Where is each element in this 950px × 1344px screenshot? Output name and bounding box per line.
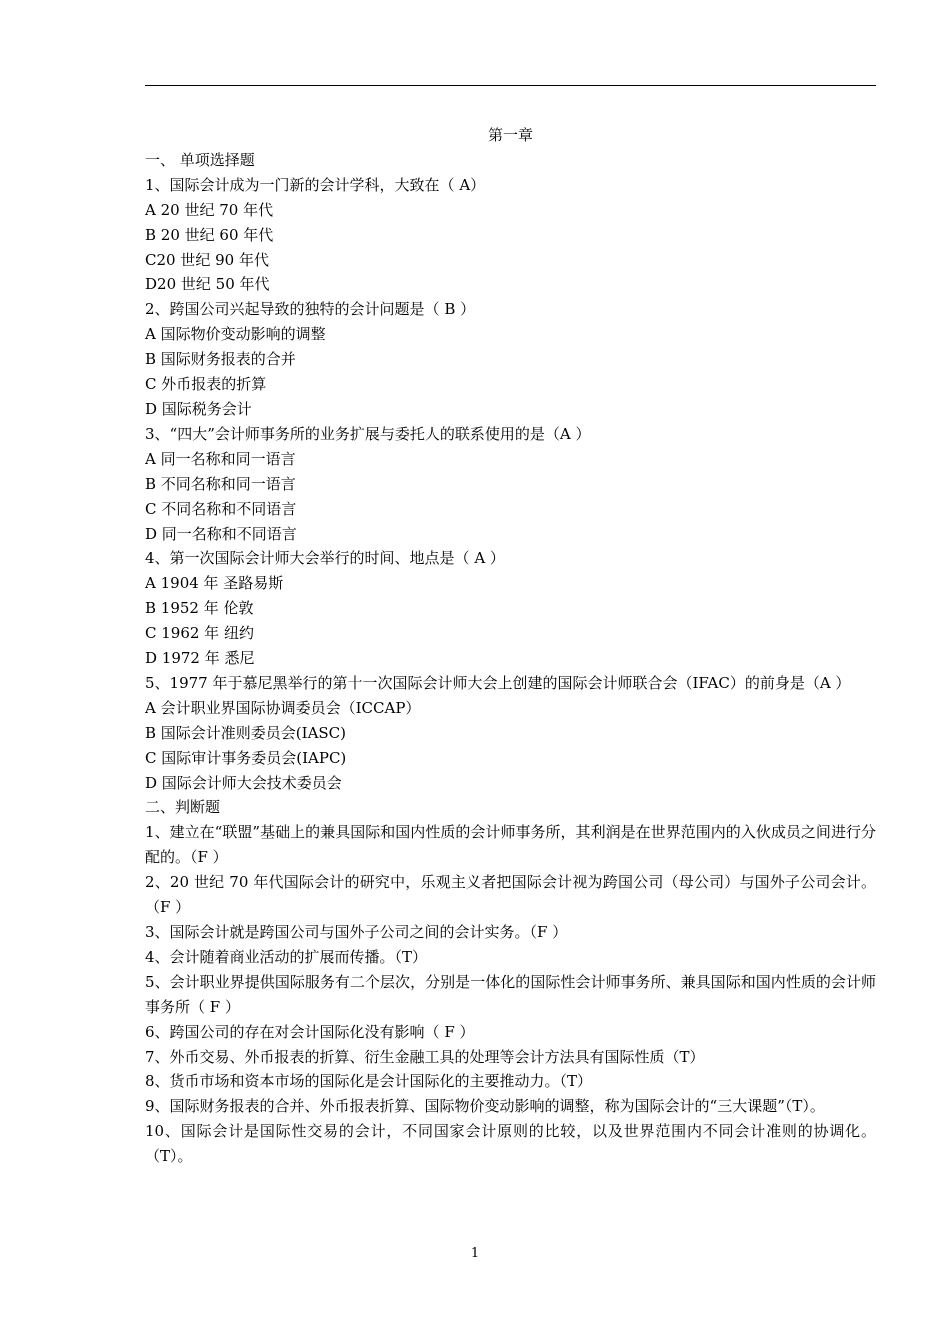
judgment-item: 9、国际财务报表的合并、外币报表折算、国际物价变动影响的调整，称为国际会计的“三大课题”（T）。 (145, 1097, 825, 1116)
judgment-item: 4、会计随着商业活动的扩展而传播。（T） (145, 947, 428, 966)
judgment-item: 2、20 世纪 70 年代国际会计的研究中，乐观主义者把国际会计视为跨国公司（母公司）与国外子公司会计。（F ） (145, 873, 876, 917)
chapter-title: 第一章 (487, 126, 533, 144)
answer-option: C 不同名称和不同语言 (145, 499, 297, 518)
answer-option: D20 世纪 50 年代 (145, 275, 270, 294)
answer-option: A 20 世纪 70 年代 (145, 200, 274, 219)
question-stem: 5、1977 年于慕尼黑举行的第十一次国际会计师大会上创建的国际会计师联合会（IFAC）的前身是（A ） (145, 673, 851, 692)
answer-option: D 同一名称和不同语言 (145, 524, 297, 543)
document-body (145, 123, 876, 1169)
answer-option: B 20 世纪 60 年代 (145, 225, 274, 244)
answer-option: B 国际会计准则委员会(IASC) (145, 723, 347, 742)
answer-option: C20 世纪 90 年代 (145, 250, 269, 269)
answer-option: A 同一名称和同一语言 (145, 449, 296, 468)
answer-option: D 国际会计师大会技术委员会 (145, 773, 342, 792)
answer-option: C 外币报表的折算 (145, 375, 267, 394)
answer-option: D 1972 年 悉尼 (145, 649, 255, 668)
judgment-item: 1、建立在“联盟”基础上的兼具国际和国内性质的会计师事务所，其利润是在世界范围内的入伙成员之间进行分配的。（F ） (145, 823, 876, 867)
answer-option: A 国际物价变动影响的调整 (145, 325, 326, 344)
question-stem: 4、第一次国际会计师大会举行的时间、地点是（ A ） (145, 549, 505, 568)
page-number: 1 (470, 1246, 480, 1261)
judgment-item: 6、跨国公司的存在对会计国际化没有影响（ F ） (145, 1022, 475, 1041)
judgment-item: 10、国际会计是国际性交易的会计，不同国家会计原则的比较，以及世界范围内不同会计准则的协调化。（T）。 (145, 1122, 876, 1166)
answer-option: D 国际税务会计 (145, 399, 252, 418)
judgment-item: 5、会计职业界提供国际服务有二个层次，分别是一体化的国际性会计师事务所、兼具国际和国内性质的会计师事务所（ F ） (145, 972, 876, 1016)
section-heading: 二、判断题 (145, 798, 221, 817)
answer-option: C 国际审计事务委员会(IAPC) (145, 748, 347, 767)
question-stem: 1、国际会计成为一门新的会计学科，大致在（ A） (145, 175, 486, 194)
question-stem: 3、“四大”会计师事务所的业务扩展与委托人的联系使用的是（A ） (145, 424, 591, 443)
answer-option: B 国际财务报表的合并 (145, 350, 296, 369)
answer-option: B 1952 年 伦敦 (145, 599, 254, 618)
answer-option: A 会计职业界国际协调委员会（ICCAP） (145, 698, 421, 717)
section-heading: 一、 单项选择题 (145, 150, 255, 169)
judgment-item: 8、货币市场和资本市场的国际化是会计国际化的主要推动力。（T） (145, 1072, 593, 1091)
answer-option: B 不同名称和同一语言 (145, 474, 296, 493)
judgment-item: 7、外币交易、外币报表的折算、衍生金融工具的处理等会计方法具有国际性质（T） (145, 1047, 705, 1066)
header-rule (145, 85, 876, 86)
answer-option: A 1904 年 圣路易斯 (145, 574, 284, 593)
judgment-item: 3、国际会计就是跨国公司与国外子公司之间的会计实务。（F ） (145, 923, 568, 941)
question-stem: 2、跨国公司兴起导致的独特的会计问题是（ B ） (145, 300, 476, 319)
answer-option: C 1962 年 纽约 (145, 624, 254, 643)
